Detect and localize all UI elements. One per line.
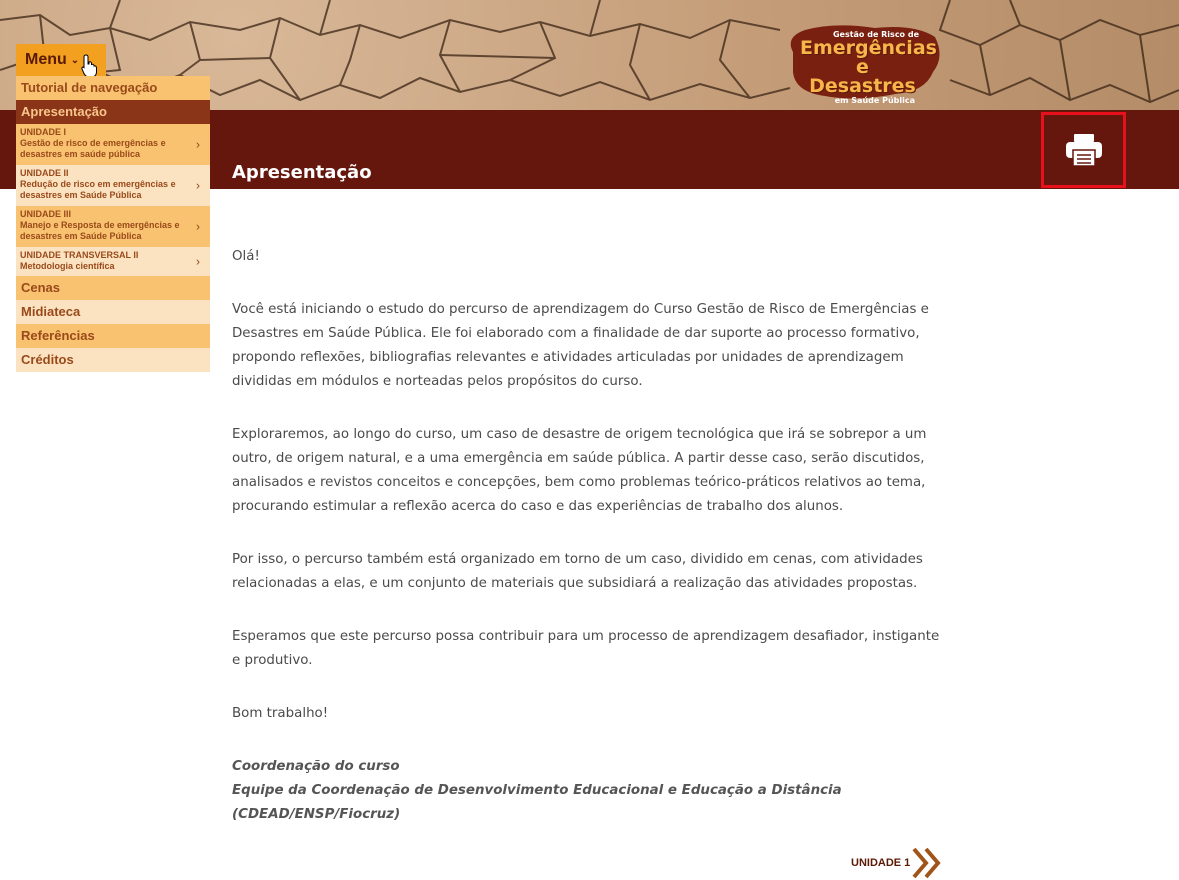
menu-item-label: Tutorial de navegação	[21, 80, 158, 95]
paragraph-3: Por isso, o percurso também está organizado em torno de um caso, dividido em cenas, com atividades relacionadas a elas, e um conjunto de materiais que subsidiará a realização das atividades propostas.	[232, 552, 923, 591]
logo-line-2: e Desastres	[809, 56, 916, 97]
menu-item-tutorial[interactable]	[16, 76, 210, 100]
menu-item-label: Créditos	[21, 352, 74, 367]
logo-subtitle: em Saúde Pública	[834, 96, 915, 105]
menu-dropdown	[16, 76, 210, 372]
print-button[interactable]	[1041, 112, 1126, 188]
hand-pointer-icon	[81, 54, 99, 78]
menu-item-cenas[interactable]	[16, 276, 210, 300]
chevron-right-icon: ›	[196, 219, 200, 233]
main-content	[232, 245, 944, 827]
menu-item-label: Gestão de risco de emergências e desastres em saúde pública	[20, 138, 166, 159]
chevron-down-icon: ⌄	[70, 54, 80, 66]
menu-item-referencias[interactable]	[16, 324, 210, 348]
signature-line-2: Equipe da Coordenação de Desenvolvimento Educacional e Educação a Distância (CDEAD/ENSP/Fiocruz)	[232, 783, 842, 822]
menu-item-creditos[interactable]	[16, 348, 210, 372]
menu-item-label: Manejo e Resposta de emergências e desastres em Saúde Pública	[20, 220, 180, 241]
menu-item-unidade-1[interactable]	[16, 124, 210, 165]
menu-item-unit: UNIDADE III	[20, 209, 72, 219]
printer-icon	[1065, 133, 1103, 167]
menu-item-unidade-transversal[interactable]	[16, 247, 210, 276]
double-chevron-right-icon	[910, 846, 944, 880]
logo-small-text: Gestão de Risco de	[832, 30, 919, 39]
signature-line-1: Coordenação do curso	[232, 759, 400, 774]
menu-item-label: Referências	[21, 328, 95, 343]
menu-button-label: Menu	[25, 51, 67, 68]
menu-item-apresentacao[interactable]	[16, 100, 210, 124]
paragraph-4: Esperamos que este percurso possa contribuir para um processo de aprendizagem desafiador, instigante e produtivo.	[232, 629, 940, 668]
greeting-text: Olá!	[232, 249, 260, 264]
chevron-right-icon: ›	[196, 178, 200, 192]
next-unit-label: UNIDADE 1	[851, 857, 911, 869]
menu-item-unit: UNIDADE II	[20, 168, 69, 178]
menu-item-unit: UNIDADE TRANSVERSAL II	[20, 250, 139, 260]
menu-item-label: Redução de risco em emergências e desastres em Saúde Pública	[20, 179, 176, 200]
logo-line-1: Emergências	[800, 37, 937, 59]
chevron-right-icon: ›	[196, 254, 200, 268]
menu-item-unit: UNIDADE I	[20, 127, 67, 137]
menu-item-unidade-3[interactable]	[16, 206, 210, 247]
menu-item-unidade-2[interactable]	[16, 165, 210, 206]
page-title: Apresentação	[232, 162, 372, 183]
paragraph-1: Você está iniciando o estudo do percurso de aprendizagem do Curso Gestão de Risco de Emergências e Desastres em Saúde Pública. Ele foi elaborado com a finalidade de dar suporte ao processo formativo, propondo reflexões, bibliografias relevantes e atividades articuladas por unidades de aprendizagem divididas em módulos e norteadas pelos propósitos do curso.	[232, 302, 929, 389]
next-unit-link[interactable]	[851, 846, 944, 880]
closing-text: Bom trabalho!	[232, 706, 329, 721]
menu-item-midiateca[interactable]	[16, 300, 210, 324]
menu-item-label: Apresentação	[21, 104, 107, 119]
chevron-right-icon: ›	[196, 137, 200, 151]
menu-item-label: Midiateca	[21, 304, 81, 319]
paragraph-2: Exploraremos, ao longo do curso, um caso de desastre de origem tecnológica que irá se sobrepor a um outro, de origem natural, e a uma emergência em saúde pública. A partir desse caso, serão discutidos, analisados e revistos conceitos e concepções, bem como problemas teórico-práticos relativos ao tema, procurando estimular a reflexão acerca do caso e das experiências de trabalho dos alunos.	[232, 427, 927, 514]
logo	[800, 30, 937, 105]
menu-item-label: Metodologia científica	[20, 261, 115, 271]
menu-item-label: Cenas	[21, 280, 61, 295]
